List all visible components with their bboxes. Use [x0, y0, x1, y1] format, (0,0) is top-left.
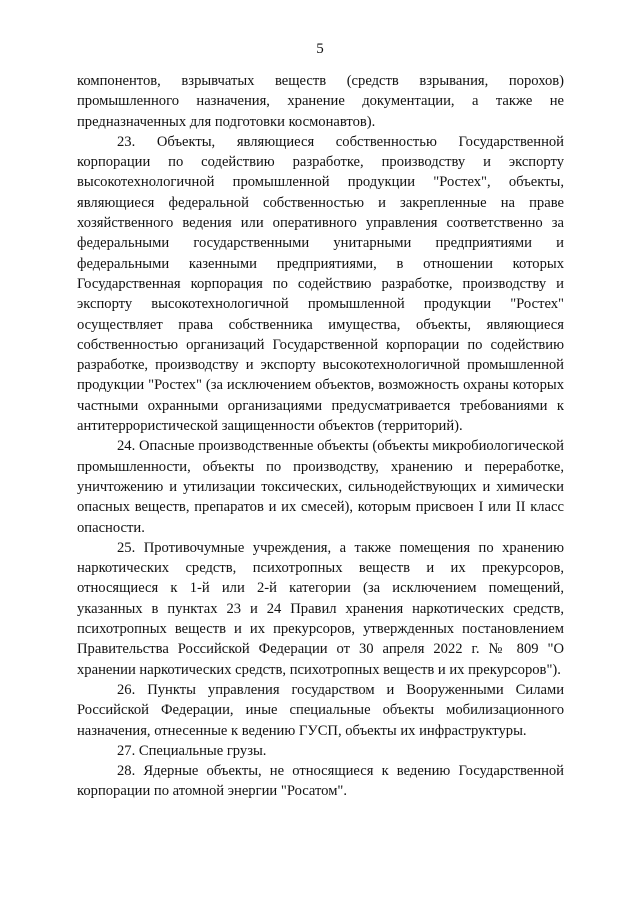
paragraph-item-24: 24. Опасные производственные объекты (объекты микробиологической промышленности, объекты по производству, хранению и переработке, уничтожению и утилизации токсических, сильнодействующих и химически опасных веществ, препаратов и их смесей), которым присвоен I или II класс опасности.: [77, 438, 564, 536]
paragraph-item-26: 26. Пункты управления государством и Вооруженными Силами Российской Федерации, иные специальные объекты мобилизационного назначения, отнесенные к ведению ГУСП, объекты их инфраструктуры.: [77, 681, 564, 739]
paragraph-continuation: компонентов, взрывчатых веществ (средств взрывания, порохов) промышленного назначения, хранение документации, а также не предназначенных для подготовки космонавтов).: [77, 73, 564, 130]
paragraph-item-23: 23. Объекты, являющиеся собственностью Государственной корпорации по содействию разработке, производству и экспорту высокотехнологичной промышленной продукции "Ростех", объекты, являющиеся федеральной собственностью и закрепленные на праве хозяйственного ведения или оперативного управления соответственно за федеральными государственными унитарными предприятиями и федеральными казенными предприятиями, в отношении которых Государственная корпорация по содействию разработке, производству и экспорту высокотехнологичной промышленной продукции "Ростех" осуществляет права собственника имущества, объекты, являющиеся собственностью организаций Государственной корпорации по содействию разработке, производству и экспорту высокотехнологичной промышленной продукции "Ростех" (за исключением объектов, возможность охраны которых частными охранными организациями предусматривается требованиями к антитеррористической защищенности объектов (территорий).: [77, 133, 564, 435]
document-body: [77, 71, 564, 802]
paragraph-item-27: 27. Специальные грузы.: [117, 742, 267, 759]
paragraph-item-25: 25. Противочумные учреждения, а также помещения по хранению наркотических средств, психотропных веществ и их прекурсоров, относящиеся к 1-й или 2-й категории (за исключением помещений, указанных в пунктах 23 и 24 Правил хранения наркотических средств, психотропных веществ и их прекурсоров, утвержденных постановлением Правительства Российской Федерации от 30 апреля 2022 г. № 809 "О хранении наркотических средств, психотропных веществ и их прекурсоров").: [77, 539, 564, 678]
page-number: 5: [316, 41, 324, 57]
paragraph-item-28: 28. Ядерные объекты, не относящиеся к ведению Государственной корпорации по атомной энергии "Росатом".: [77, 763, 564, 800]
